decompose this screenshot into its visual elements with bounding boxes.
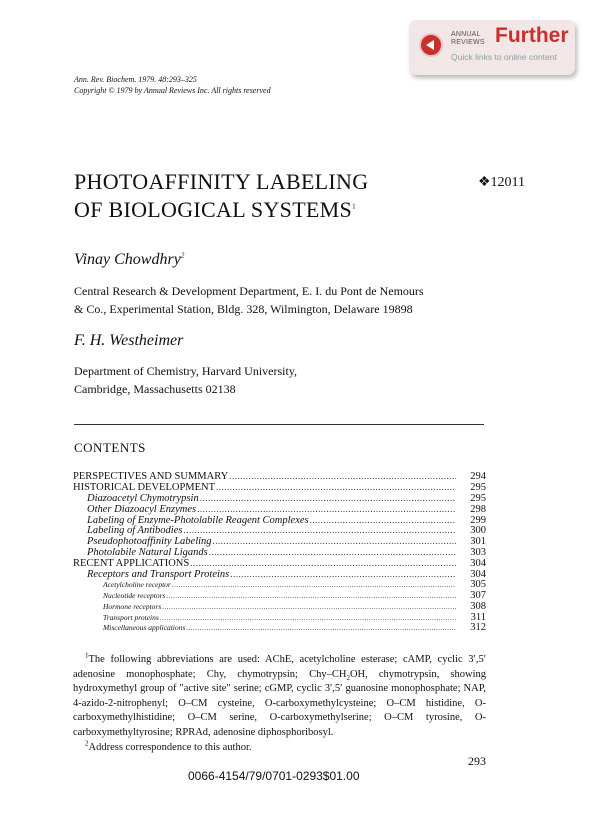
- title-footnote-marker: 1: [352, 202, 356, 211]
- page-number: 293: [468, 754, 486, 768]
- affiliation-line: Cambridge, Massachusetts 02138: [74, 382, 236, 396]
- author-affiliation-2: [74, 362, 297, 398]
- price-code: 0066-4154/79/0701-0293$01.00: [188, 769, 360, 783]
- affiliation-line: Central Research & Development Department, E. I. du Pont de Nemours: [74, 284, 424, 298]
- contents-heading: CONTENTS: [74, 440, 146, 455]
- toc-entry[interactable]: Other Diazoacyl Enzymes ..... 298: [73, 504, 486, 515]
- arrow-left-icon: [419, 33, 443, 57]
- footnote-1: $^1$The following abbreviations are used: AChE, acetylcholine esterase; cAMP, cyclic 3′,5′ adenosine monophosphate; Chy, chymotrypsin; Chy–$CH_2OH$, chymotrypsin, showing hydroxymethyl group of "active site" serine; cGMP, cyclic 3′,5′ guanosine monophosphate; NAP, 4-azido-2-nitrophenyl; O–CM cysteine, O-carboxymethylcysteine; O–CM histidine, O-carboxymethylhistidine; O–CM serine, O-carboxymethylserine; O–CM tyrosine, O-carboxymethyltyrosine; RPRAd, adenosine diphosphoribosyl.: [73, 651, 487, 738]
- article-title: [74, 168, 368, 224]
- toc-entry[interactable]: Acetylcholine receptor ..... 305: [73, 580, 486, 591]
- author-footnote-marker: 2: [180, 251, 185, 260]
- footnote-marker: 2: [85, 739, 89, 748]
- toc-entry[interactable]: Hormone receptors ..... 308: [73, 602, 486, 613]
- toc-entry[interactable]: Photolabile Natural Ligands ..... 303: [73, 547, 486, 558]
- footnote-2: $^2$Address correspondence to this author.: [85, 739, 252, 753]
- footnotes: [73, 653, 486, 755]
- toc-entry[interactable]: PERSPECTIVES AND SUMMARY ..... 294: [73, 471, 486, 482]
- toc-entry[interactable]: Receptors and Transport Proteins ..... 304: [73, 569, 486, 580]
- affiliation-line: Department of Chemistry, Harvard University,: [74, 364, 298, 378]
- section-divider: [74, 424, 484, 425]
- affiliation-line: & Co., Experimental Station, Bldg. 328, Wilmington, Delaware 19898: [74, 302, 413, 316]
- author-affiliation-1: [74, 282, 424, 318]
- toc-entry[interactable]: Labeling of Enzyme-Photolabile Reagent Complexes ..... 299: [73, 515, 486, 526]
- toc-entry[interactable]: Nucleotide receptors ..... 307: [73, 591, 486, 602]
- further-title: Further: [495, 24, 569, 47]
- table-of-contents: [73, 471, 486, 634]
- toc-entry[interactable]: Diazoacetyl Chymotrypsin ..... 295: [73, 493, 486, 504]
- toc-entry[interactable]: HISTORICAL DEVELOPMENT ..... 295: [73, 482, 486, 493]
- author-name-1: Vinay Chowdhry$^2$: [74, 251, 185, 268]
- toc-entry[interactable]: Miscellaneous applications ..... 312: [73, 623, 486, 634]
- journal-citation: Ann. Rev. Biochem. 1979. 48:293–325: [74, 75, 197, 84]
- title-line-2: OF BIOLOGICAL SYSTEMS$^1$: [74, 197, 356, 222]
- title-line-1: PHOTOAFFINITY LABELING: [74, 169, 369, 194]
- toc-entry[interactable]: Transport proteins ..... 311: [73, 613, 486, 624]
- footnote-marker: 1: [85, 651, 89, 660]
- toc-entry[interactable]: Labeling of Antibodies ..... 300: [73, 525, 486, 536]
- further-links-badge[interactable]: [409, 20, 575, 75]
- article-code: ❖12011: [478, 175, 526, 190]
- further-tagline: Quick links to online content: [451, 52, 557, 62]
- further-annual-text: ANNUAL: [451, 31, 481, 38]
- author-name-2: F. H. Westheimer: [74, 332, 184, 349]
- toc-entry[interactable]: RECENT APPLICATIONS ..... 304: [73, 558, 486, 569]
- further-reviews-text: REVIEWS: [451, 39, 485, 46]
- toc-entry[interactable]: Pseudophotoaffinity Labeling ..... 301: [73, 536, 486, 547]
- copyright-line: Copyright © 1979 by Annual Reviews Inc. All rights reserved: [74, 86, 271, 95]
